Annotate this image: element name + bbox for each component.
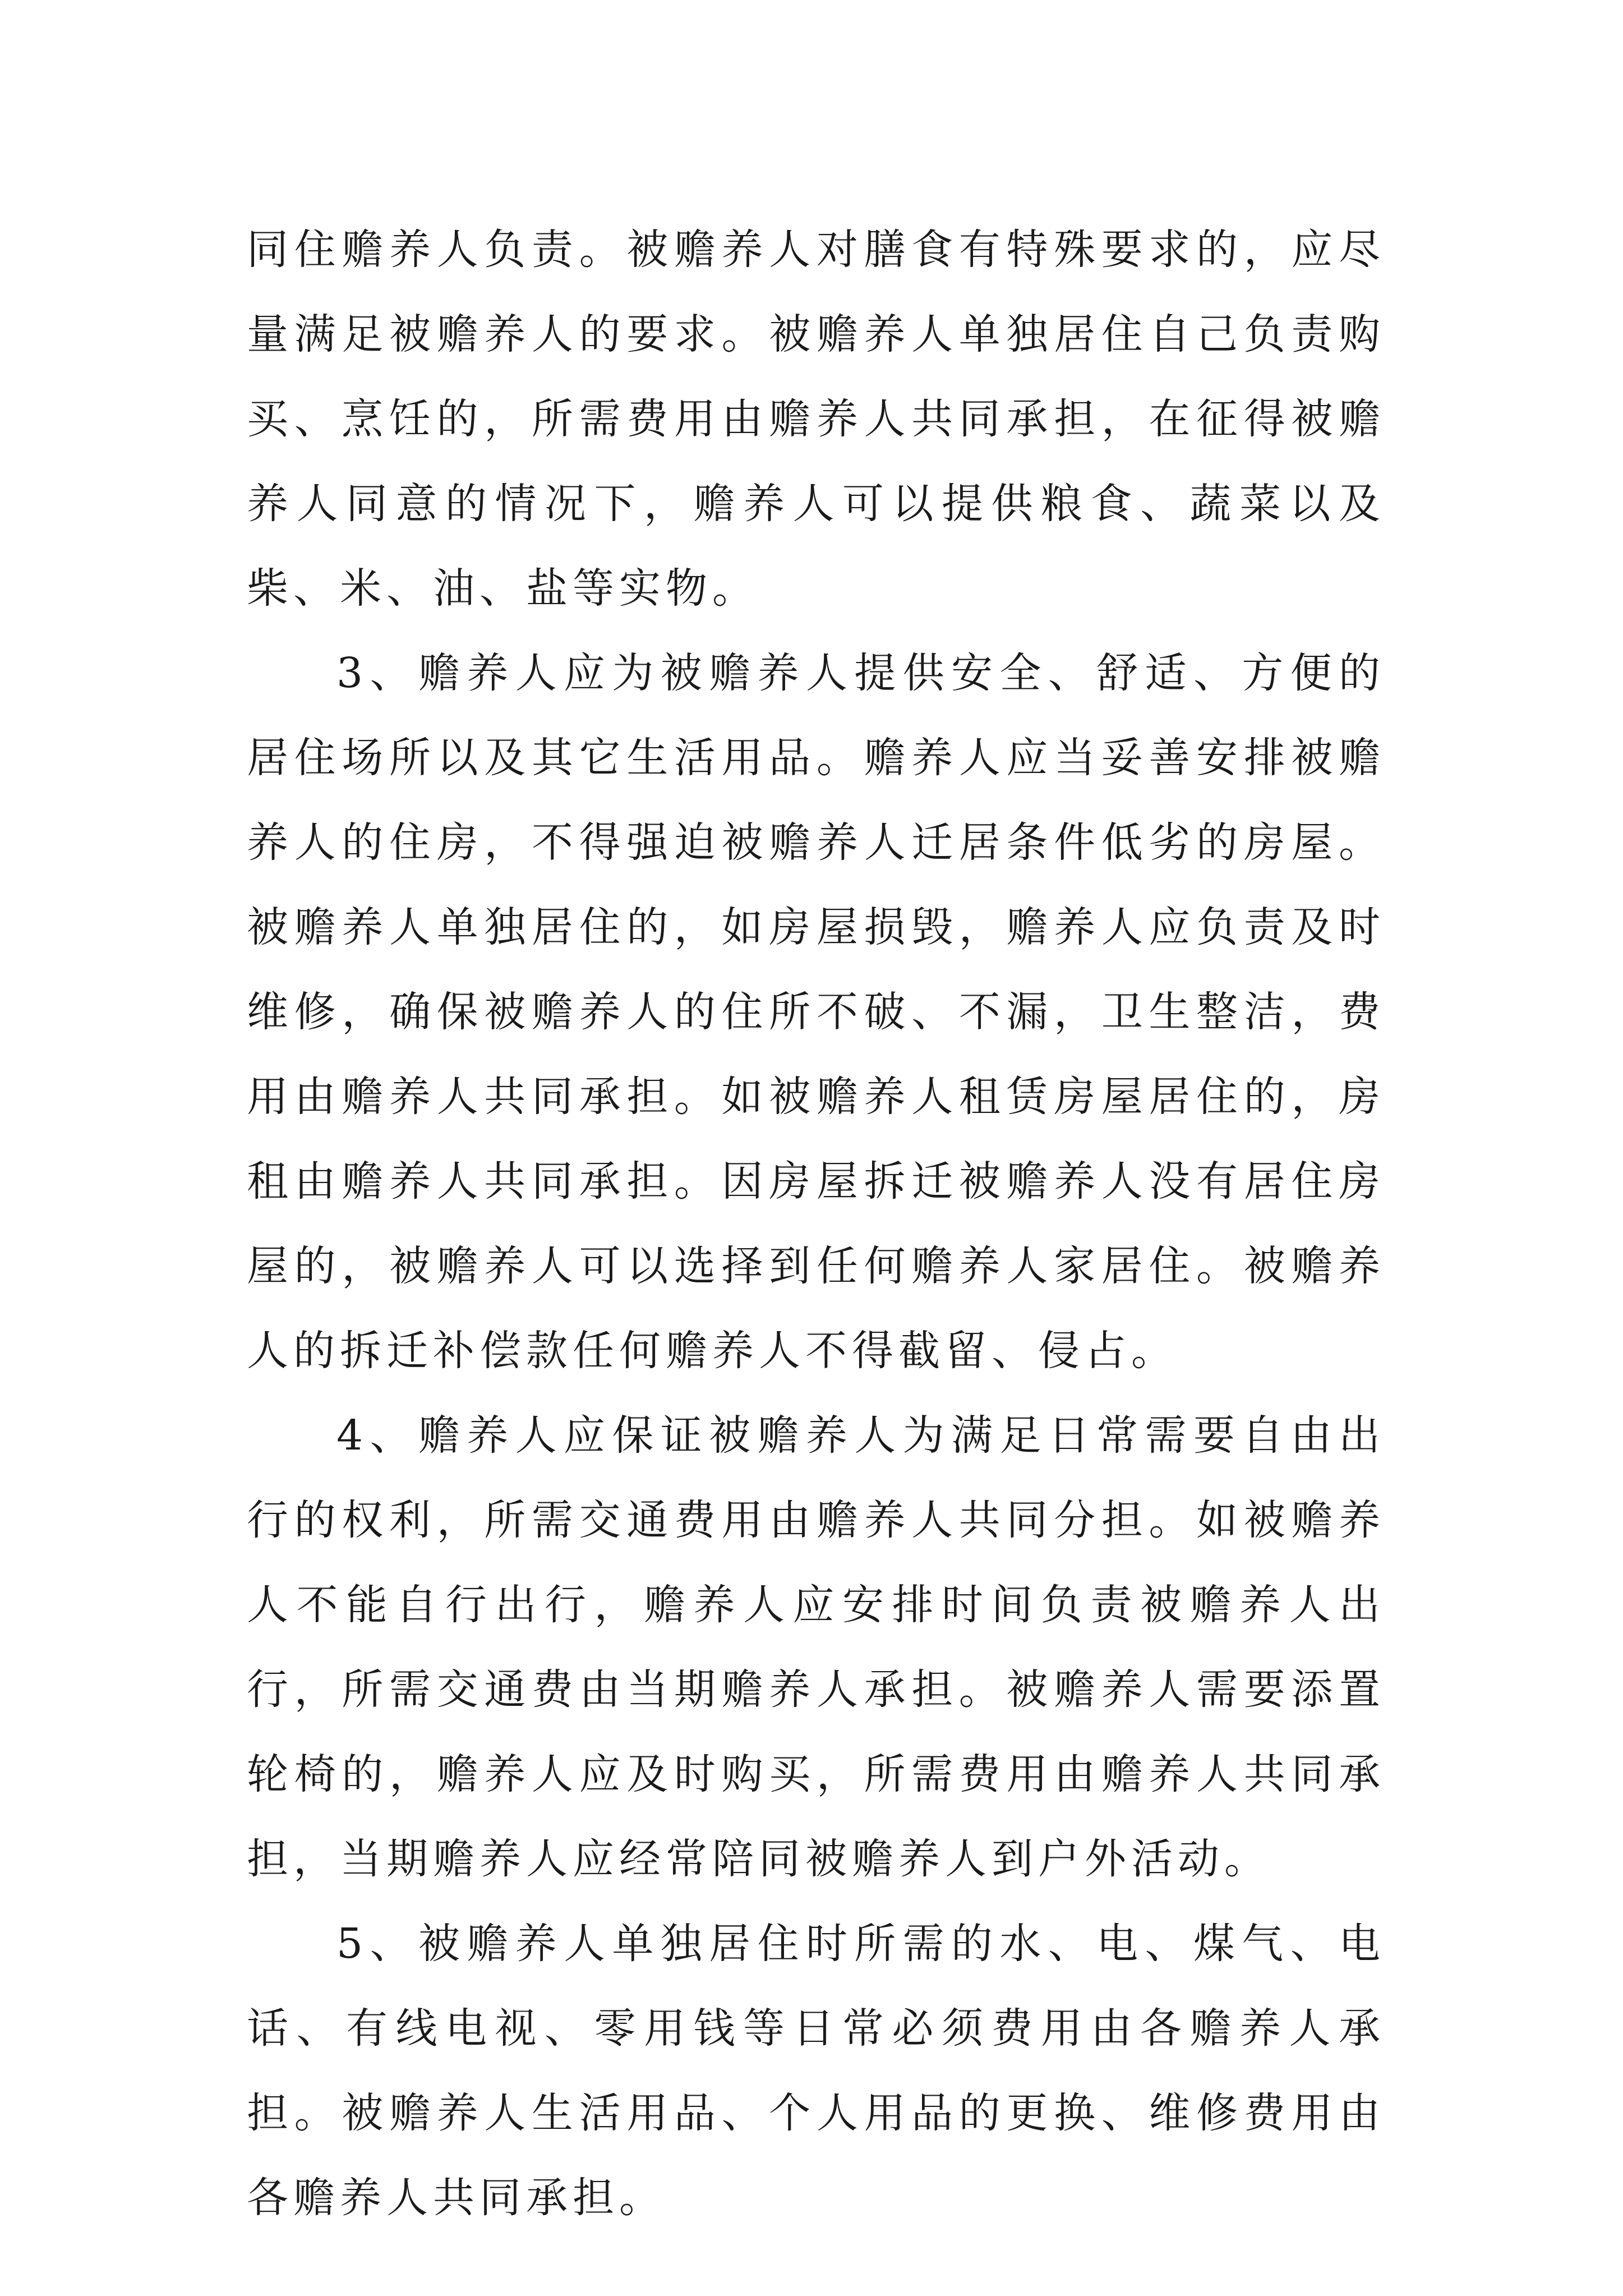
paragraph-2: 3、赡养人应为被赡养人提供安全、舒适、方便的居住场所以及其它生活用品。赡养人应当妥善安排被赡养人的住房，不得强迫被赡养人迁居条件低劣的房屋。被赡养人单独居住的，如房屋损毁，赡养人应负责及时维修，确保被赡养人的住所不破、不漏，卫生整洁，费用由赡养人共同承担。如被赡养人租赁房屋居住的，房租由赡养人共同承担。因房屋拆迁被赡养人没有居住房屋的，被赡养人可以选择到任何赡养人家居住。被赡养人的拆迁补偿款任何赡养人不得截留、侵占。 [247,649,1385,1375]
paragraph-1: 同住赡养人负责。被赡养人对膳食有特殊要求的，应尽量满足被赡养人的要求。被赡养人单独居住自己负责购买、烹饪的，所需费用由赡养人共同承担，在征得被赡养人同意的情况下，赡养人可以提供粮食、蔬菜以及柴、米、油、盐等实物。 [247,226,1385,613]
paragraph-3: 4、赡养人应保证被赡养人为满足日常需要自由出行的权利，所需交通费用由赡养人共同分担。如被赡养人不能自行出行，赡养人应安排时间负责被赡养人出行，所需交通费由当期赡养人承担。被赡养人需要添置轮椅的，赡养人应及时购买，所需费用由赡养人共同承担，当期赡养人应经常陪同被赡养人到户外活动。 [247,1411,1385,1883]
document-body [247,208,1385,2240]
paragraph-4: 5、被赡养人单独居住时所需的水、电、煤气、电话、有线电视、零用钱等日常必须费用由各赡养人承担。被赡养人生活用品、个人用品的更换、维修费用由各赡养人共同承担。 [247,1920,1385,2222]
